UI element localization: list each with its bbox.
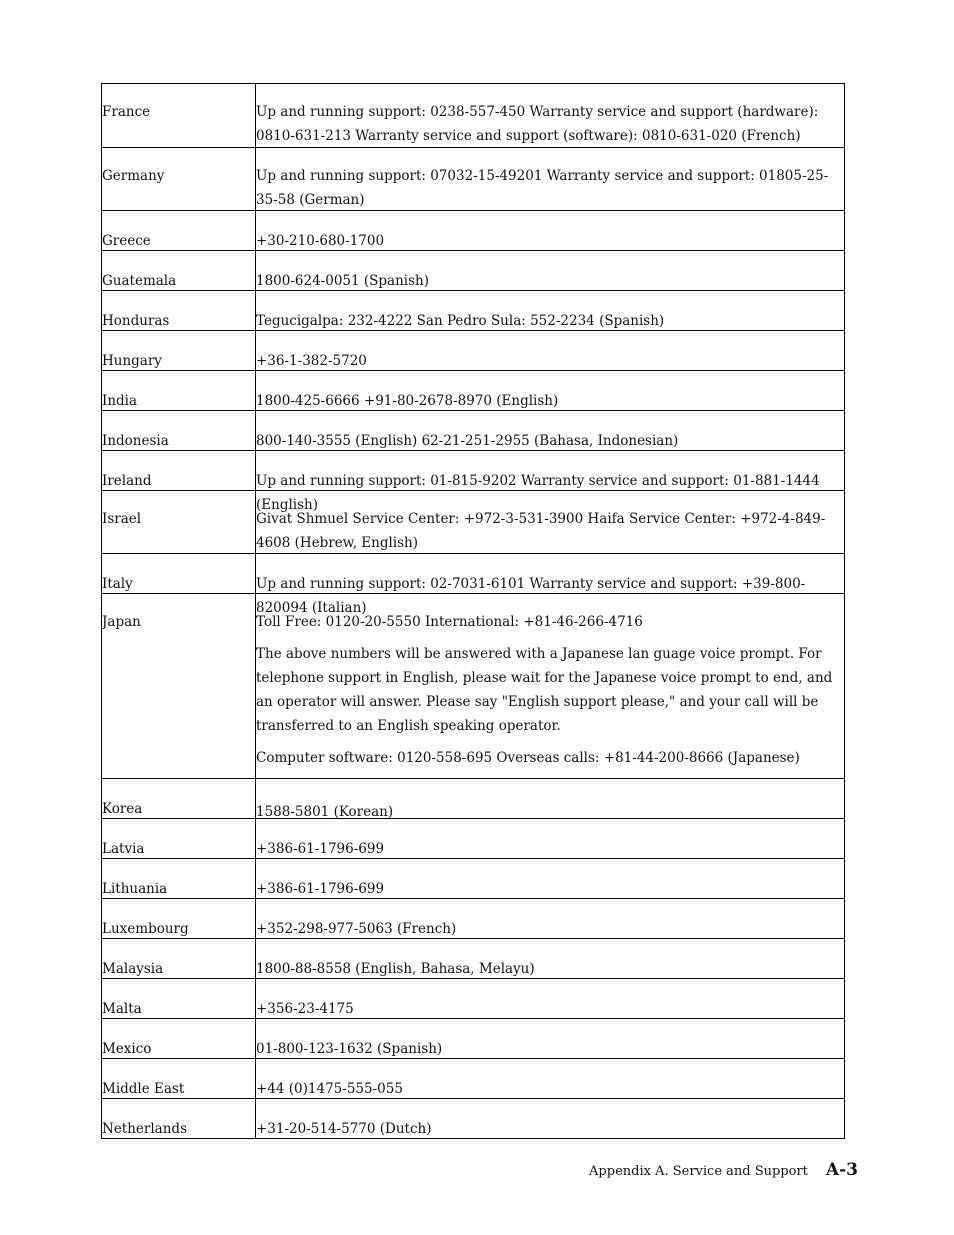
country-cell: Germany (102, 148, 256, 210)
phone-cell: Tegucigalpa: 232-4222 San Pedro Sula: 552-2234 (Spanish) (256, 313, 665, 329)
phone-cell: +31-20-514-5770 (Dutch) (256, 1121, 432, 1137)
table-row (102, 450, 844, 513)
phone-cell: +386-61-1796-699 (256, 881, 385, 897)
table-row (102, 410, 844, 450)
phone-cell: +386-61-1796-699 (256, 841, 385, 857)
country-cell: Korea (102, 779, 256, 818)
country-cell: Italy (102, 554, 256, 593)
phone-cell (256, 594, 844, 778)
phone-cell: 1800-624-0051 (Spanish) (256, 273, 430, 289)
table-row (102, 553, 844, 616)
phone-cell: 800-140-3555 (English) 62-21-251-2955 (Bahasa, Indonesian) (256, 433, 679, 449)
phone-cell: 01-800-123-1632 (Spanish) (256, 1041, 443, 1057)
phone-cell: Up and running support: 01-815-9202 Warranty service and support: 01-881-1444 (English) (256, 473, 820, 513)
support-phone-table (101, 83, 845, 1139)
table-row (102, 330, 844, 370)
phone-cell: +352-298-977-5063 (French) (256, 921, 457, 937)
country-cell: Guatemala (102, 251, 256, 290)
phone-cell: 1800-425-6666 +91-80-2678-8970 (English) (256, 393, 559, 409)
phone-cell: +44 (0)1475-555-055 (256, 1081, 403, 1097)
footer-section-title: Appendix A. Service and Support (589, 1164, 808, 1179)
phone-cell: Givat Shmuel Service Center: +972-3-531-3900 Haifa Service Center: +972-4-849-4608 (Hebrew, English) (256, 511, 826, 551)
country-cell: Israel (102, 491, 256, 553)
phone-cell: Up and running support: 02-7031-6101 Warranty service and support: +39-800-820094 (Italian) (256, 576, 806, 616)
country-cell: Malta (102, 979, 256, 1018)
table-row (102, 898, 844, 938)
table-row (102, 1058, 844, 1098)
country-cell: Latvia (102, 819, 256, 858)
country-cell: India (102, 371, 256, 410)
table-row (102, 147, 844, 210)
phone-cell: 1588-5801 (Korean) (256, 804, 394, 820)
table-row (102, 84, 844, 147)
phone-note: The above numbers will be answered with a Japanese lan guage voice prompt. For telephone support in English, please wait for the Japanese voice prompt to end, and an operator will answer. Please say "English support please," and your call will be transferred to an English speaking operator. (256, 646, 833, 734)
table-row (102, 593, 844, 778)
table-row (102, 818, 844, 858)
country-cell: Ireland (102, 451, 256, 490)
phone-cell: Up and running support: 07032-15-49201 Warranty service and support: 01805-25-35-58 (German) (256, 168, 829, 208)
phone-cell: 1800-88-8558 (English, Bahasa, Melayu) (256, 961, 535, 977)
phone-cell: Up and running support: 0238-557-450 Warranty service and support (hardware): 0810-631-213 Warranty service and support (software): 0810-631-020 (French) (256, 104, 819, 144)
table-row (102, 778, 844, 818)
phone-cell: +356-23-4175 (256, 1001, 354, 1017)
country-cell: Honduras (102, 291, 256, 330)
phone-line: Toll Free: 0120-20-5550 International: +81-46-266-4716 (256, 614, 643, 630)
country-cell: Hungary (102, 331, 256, 370)
table-row (102, 978, 844, 1018)
table-row (102, 1098, 844, 1138)
country-cell: Japan (102, 594, 256, 778)
table-row (102, 290, 844, 330)
table-row (102, 1018, 844, 1058)
table-row (102, 370, 844, 410)
country-cell: Netherlands (102, 1099, 256, 1138)
table-row (102, 490, 844, 553)
phone-cell: +30-210-680-1700 (256, 233, 385, 249)
page-footer (589, 1160, 858, 1180)
country-cell: Indonesia (102, 411, 256, 450)
table-row (102, 250, 844, 290)
phone-cell: +36-1-382-5720 (256, 353, 367, 369)
table-row (102, 858, 844, 898)
country-cell: Mexico (102, 1019, 256, 1058)
country-cell: Luxembourg (102, 899, 256, 938)
country-cell: Greece (102, 211, 256, 250)
country-cell: France (102, 84, 256, 147)
country-cell: Malaysia (102, 939, 256, 978)
page-number: A-3 (825, 1160, 858, 1180)
table-row (102, 210, 844, 250)
country-cell: Lithuania (102, 859, 256, 898)
table-row (102, 938, 844, 978)
country-cell: Middle East (102, 1059, 256, 1098)
phone-line: Computer software: 0120-558-695 Overseas calls: +81-44-200-8666 (Japanese) (256, 750, 800, 766)
